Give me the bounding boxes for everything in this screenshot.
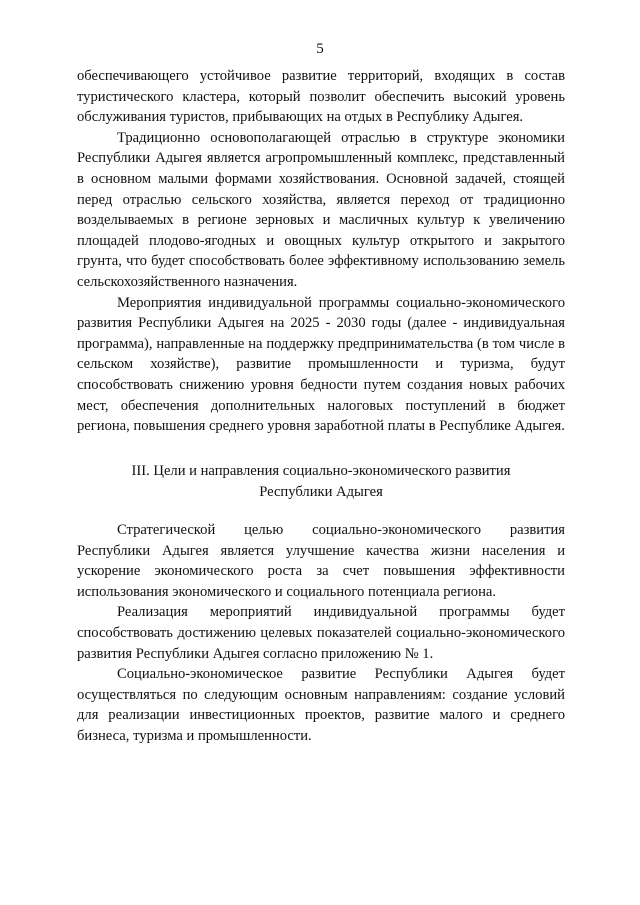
paragraph-directions: Социально-экономическое развитие Республики Адыгея будет осуществляться по следующим основным направлениям: создание условий для реализации инвестиционных проектов, развитие малого и среднего бизнеса, туризма и промышленности. <box>77 666 565 744</box>
paragraph-implementation: Реализация мероприятий индивидуальной программы будет способствовать достижению целевых показателей социально-экономического развития Республики Адыгея согласно приложению № 1. <box>77 604 565 662</box>
section-body-1 <box>77 66 565 437</box>
paragraph-program-measures: Мероприятия индивидуальной программы социально-экономического развития Республики Адыгея на 2025 - 2030 годы (далее - индивидуальная программа), направленные на поддержку предпринимательства (в том числе в сельском хозяйстве), развитие промышленности и туризма, будут способствовать снижению уровня бедности путем создания новых рабочих мест, обеспечения дополнительных налоговых поступлений в бюджет региона, повышения среднего уровня заработной платы в Республике Адыгея. <box>77 294 565 435</box>
section-heading-line-2: Республики Адыгея <box>259 483 383 500</box>
page-number: 5 <box>316 41 324 57</box>
section-heading <box>77 461 565 502</box>
section-body-3 <box>77 520 565 747</box>
section-heading-line-1: III. Цели и направления социально-экономического развития <box>131 463 511 479</box>
paragraph-agro-complex: Традиционно основополагающей отраслью в структуре экономики Республики Адыгея является агропромышленный комплекс, представленный в основном малыми формами хозяйствования. Основной задачей, стоящей перед отраслью сельского хозяйства, является переход от традиционно возделываемых в регионе зерновых и масличных культур к увеличению площадей плодово-ягодных и овощных культур открытого и закрытого грунта, что будет способствовать более эффективному использованию земель сельскохозяйственного назначения. <box>77 129 565 290</box>
paragraph-tourism-cluster: обеспечивающего устойчивое развитие территорий, входящих в состав туристического кластера, который позволит обеспечить высокий уровень обслуживания туристов, прибывающих на отдых в Республику Адыгея. <box>77 68 565 126</box>
paragraph-strategic-goal: Стратегической целью социально-экономического развития Республики Адыгея является улучшение качества жизни населения и ускорение экономического роста за счет повышения эффективности использования экономического и социального потенциала региона. <box>77 522 565 600</box>
